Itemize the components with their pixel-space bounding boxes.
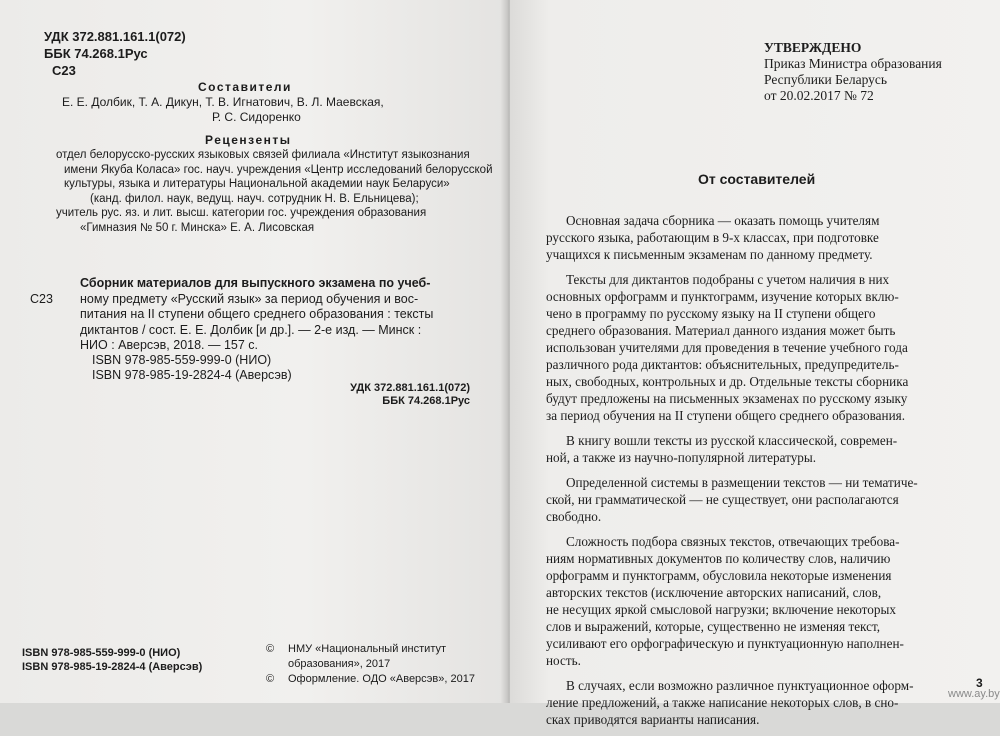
approval-line: Республики Беларусь [764,72,888,87]
author-mark: С23 [52,63,76,78]
text-line: ность. [546,653,581,668]
reviewers-line: учитель рус. яз. и лит. высш. категории гос. учреждения образования [56,207,427,219]
page-number: 3 [976,676,983,690]
text-line: различного рода диктантов: объяснительных, предупредитель- [546,357,899,372]
compilers-line: Е. Е. Долбик, Т. А. Дикун, Т. В. Игнатович, В. Л. Маевская, [62,95,384,109]
approval-line: УТВЕРЖДЕНО [764,40,862,55]
bbk-right: ББК 74.268.1Рус [382,395,470,407]
approval-line: Приказ Министра образования [764,56,942,71]
watermark: www.ay.by [948,688,1000,700]
text-line: ных, свободных, контрольных и др. Отдельные тексты сборника [546,374,909,389]
text-line: не несущих яркой смысловой нагрузки; включение некоторых [546,602,896,617]
text-line: среднего образования. Материал данного издания может быть [546,323,896,338]
bottom-isbn-nio: ISBN 978-985-559-999-0 (НИО) [22,647,181,659]
reviewers-line: (канд. филол. наук, ведущ. науч. сотрудник Н. В. Ельницева); [90,192,419,205]
annotation-line-text: Сборник материалов для выпускного экзамена по учеб- [80,276,431,290]
compilers-list [62,95,384,125]
copyright-text: Оформление. ОДО «Аверсэв», 2017 [288,673,475,685]
text-line: сках приводятся варианты написания. [546,712,760,727]
annotation-line: диктантов / сост. Е. Е. Долбик [и др.]. — 2-е изд. — Минск : [80,322,422,337]
text-line: ной, а также из научно-популярной литературы. [546,450,817,465]
text-line: использован учителями для проведения в течение учебного года [546,340,908,355]
text-line: ской, ни грамматической — не существует, они располагаются [546,492,899,507]
copyright-text: НМУ «Национальный институт [288,643,447,655]
copyright-row [266,657,475,672]
text-line: авторских текстов (исключение авторских написаний, слов, [546,585,882,600]
annotation-line: ному предмету «Русский язык» за период обучения и вос- [80,291,419,306]
text-line: В книгу вошли тексты из русской классической, современ- [566,433,898,448]
text-line: свободно. [546,509,602,524]
copyright-symbol: © [266,643,275,655]
copyright-text: образования», 2017 [288,658,391,670]
preface-paragraph [546,677,918,728]
reviewers-line: «Гимназия № 50 г. Минска» Е. А. Лисовская [80,221,315,234]
udk-right-block [350,382,470,408]
text-line: ление предложений, а также написание некоторых слов, в сно- [546,695,899,710]
isbn-aversev: ISBN 978-985-19-2824-4 (Аверсэв) [92,368,292,382]
reviewers-heading: Рецензенты [205,133,292,147]
text-line: орфограмм и пунктограмм, обусловила некоторые изменения [546,568,892,583]
preface-paragraph [546,271,918,424]
reviewers-line: отдел белорусско-русских языковых связей филиала «Институт языкознания [56,149,470,161]
text-line: русского языка, работающим в 9-х классах, при подготовке [546,230,879,245]
reviewers-line: имени Якуба Коласа» гос. науч. учреждения «Центр исследований белорусской [64,163,493,176]
bbk-code: ББК 74.268.1Рус [44,46,148,61]
preface-text [546,212,918,736]
classification-codes [44,28,186,79]
text-line: В случаях, если возможно различное пунктуационное оформ- [566,678,914,693]
preface-paragraph [546,432,918,466]
section-title: От составителей [698,171,816,187]
preface-paragraph [546,533,918,669]
annotation-line: НИО : Аверсэв, 2018. — 157 с. [80,338,259,352]
text-line: чено в программу по русскому языку на II ступени общего [546,306,876,321]
copyright-row [266,672,475,687]
text-line: Определенной системы в размещении текстов — ни тематиче- [566,475,918,490]
copyright-row [266,642,475,657]
annotation-code: С23 [30,292,53,306]
left-page [0,0,506,703]
approval-line: от 20.02.2017 № 72 [764,88,874,103]
reviewers-list [56,148,493,235]
copyright-symbol: © [266,673,275,685]
isbn-block [92,353,292,383]
annotation-line: питания на II ступени общего среднего образования : тексты [80,307,434,321]
bottom-isbn-aversev: ISBN 978-985-19-2824-4 (Аверсэв) [22,661,203,673]
text-line: Основная задача сборника — оказать помощь учителям [566,213,880,228]
copyright-symbol [266,657,288,672]
text-line: усиливают его орфографическую и пунктуационную наполнен- [546,636,904,651]
text-line: будут предложены на письменных экзаменах по русскому языку [546,391,908,406]
text-line: за период обучения на II ступени общего среднего образования. [546,408,906,423]
compilers-line: Р. С. Сидоренко [212,110,301,124]
isbn-nio: ISBN 978-985-559-999-0 (НИО) [92,353,272,367]
udk-code: УДК 372.881.161.1(072) [44,29,186,44]
annotation-line [80,276,433,292]
copyright-block [266,642,475,687]
preface-paragraph [546,474,918,525]
compilers-heading: Составители [198,80,292,94]
text-line: ниям нормативных документов по количеству слов, наличию [546,551,891,566]
text-line: Сложность подбора связных текстов, отвечающих требова- [566,534,900,549]
reviewers-line: культуры, языка и литературы Национальной академии наук Беларуси» [64,178,450,190]
text-line: Тексты для диктантов подобраны с учетом наличия в них [566,272,890,287]
text-line: основных орфограмм и пунктограмм, изучение которых вклю- [546,289,899,304]
annotation [80,276,433,354]
approval-stamp [764,40,942,104]
text-line: слов и выражений, которые, существенно не изменяя текст, [546,619,881,634]
preface-paragraph [546,212,918,263]
udk-right: УДК 372.881.161.1(072) [350,382,470,394]
right-page [510,0,1000,727]
text-line: учащихся к письменным экзаменам по данному предмету. [546,247,873,262]
bottom-isbn-block [22,646,202,674]
